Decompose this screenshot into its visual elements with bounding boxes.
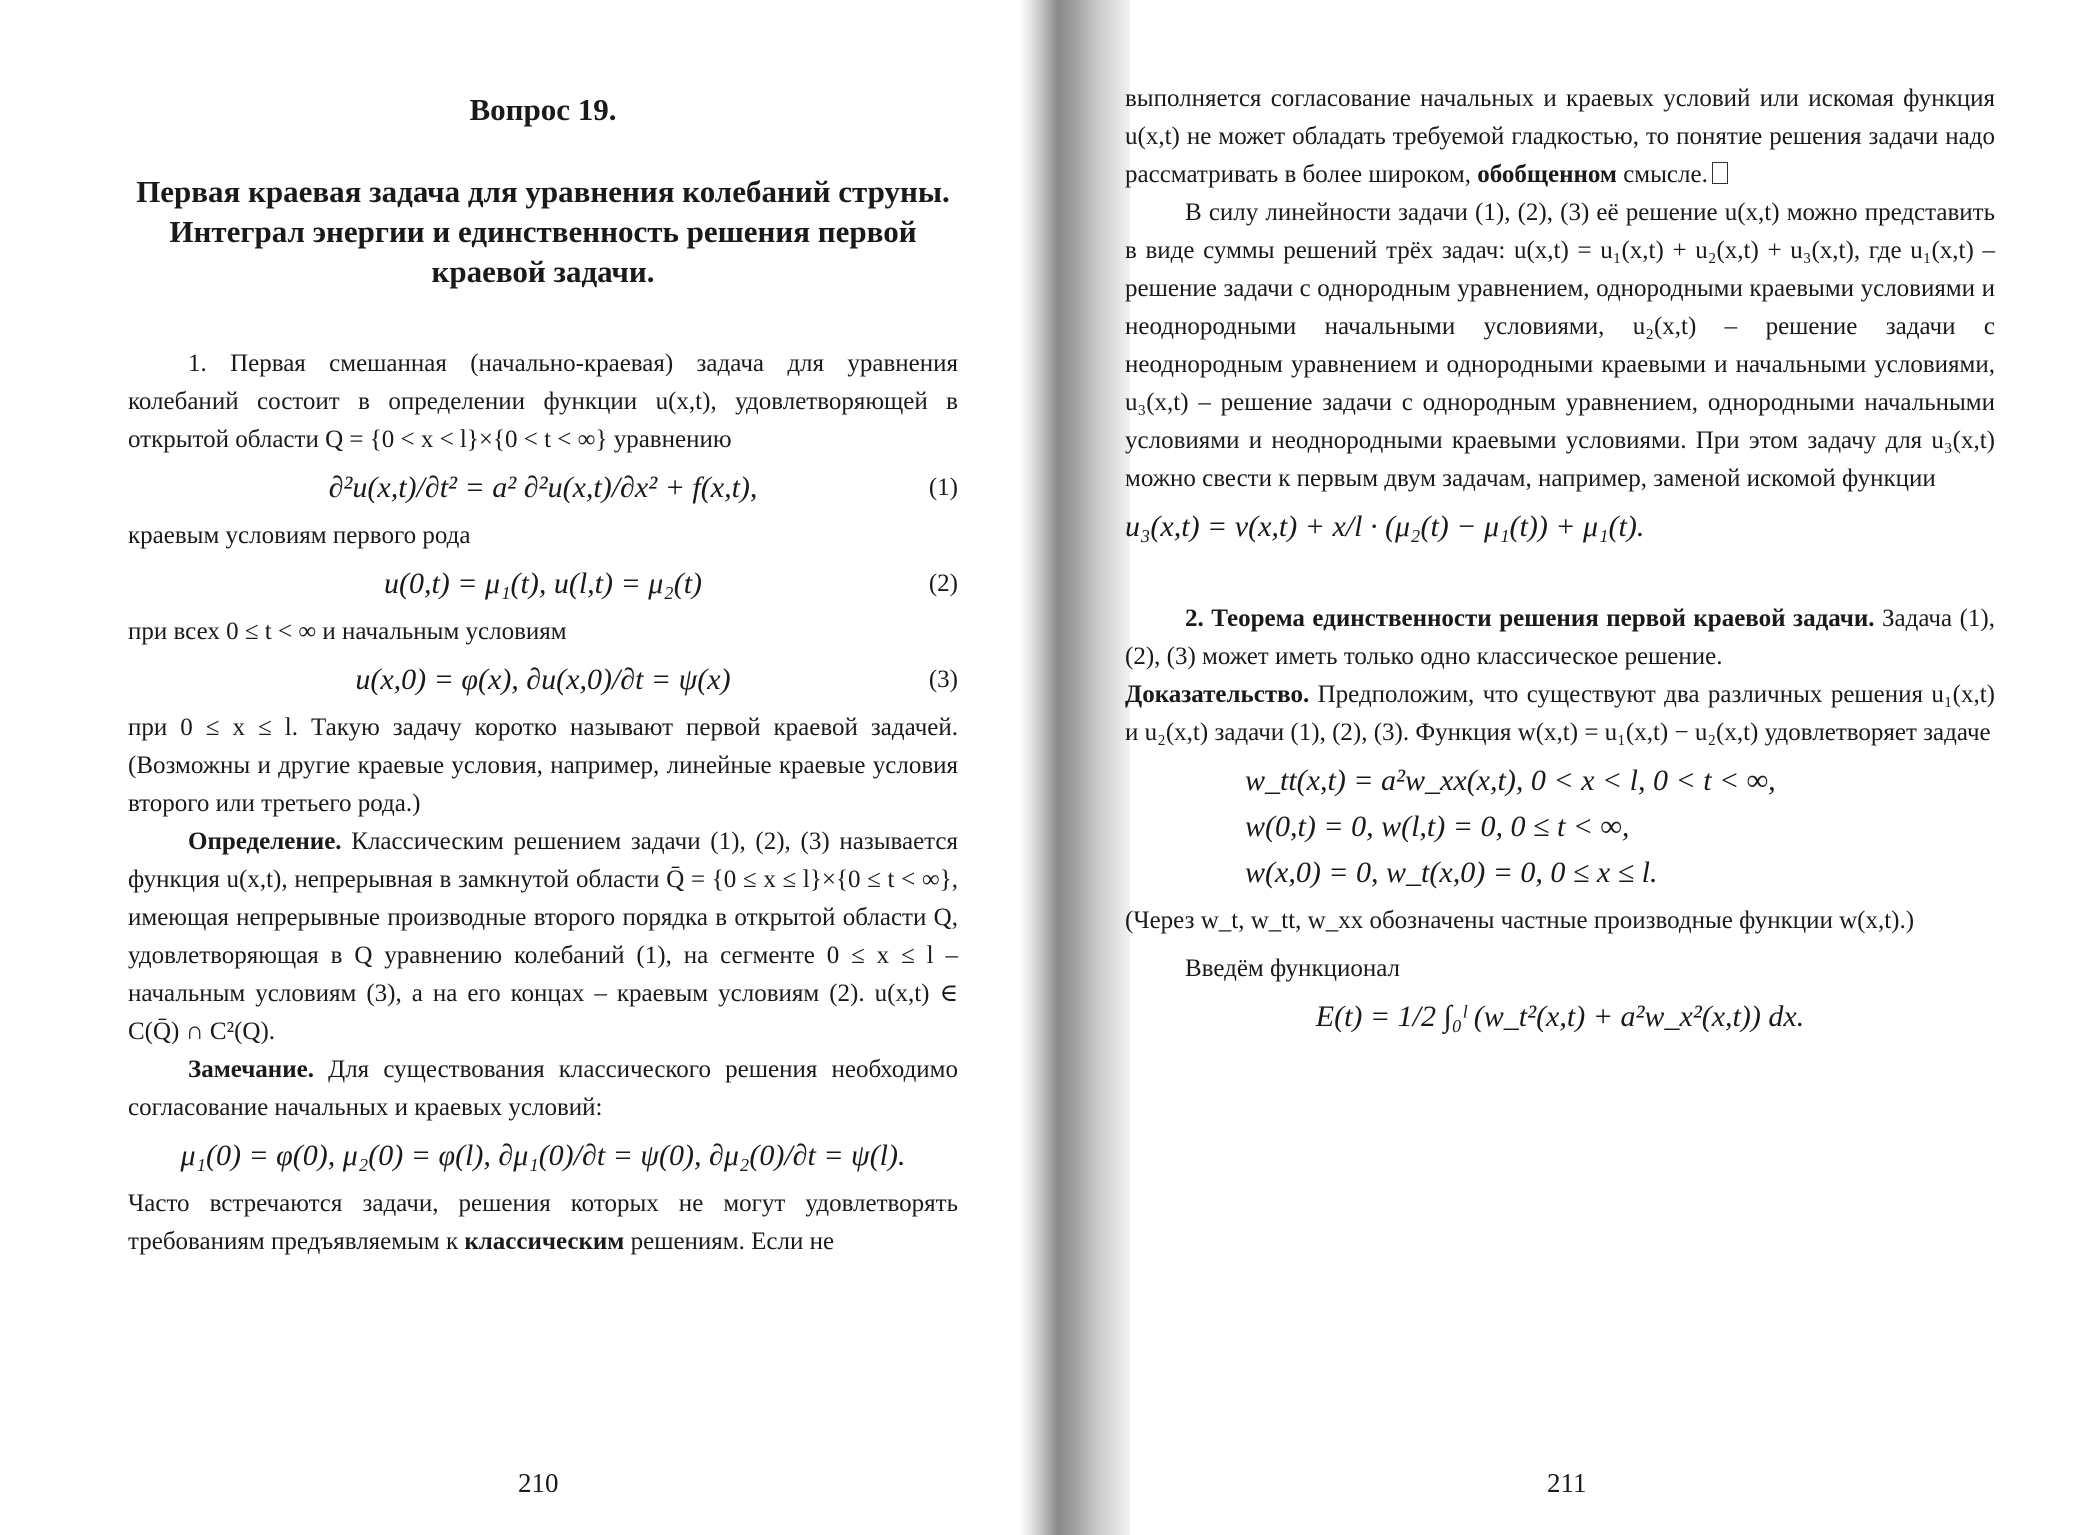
paragraph-classical-solutions-text-a: Часто встречаются задачи, решения которых не могут удовлетворять требованиям предъявляемым к (128, 1190, 958, 1255)
homogeneous-system (1125, 758, 1995, 896)
paragraph-remark (128, 1051, 958, 1127)
paragraph-functional: Введём функционал (1185, 955, 1401, 982)
remark-text: Для существования классического решения необходимо согласование начальных и краевых условий: (128, 1056, 958, 1121)
generalized-emphasis: обобщенном (1477, 161, 1617, 188)
page-number-left: 210 (518, 1468, 559, 1498)
paragraph-boundary-conditions: краевым условиям первого рода (128, 522, 471, 549)
equation-2-number: (2) (928, 570, 958, 597)
equation-energy-formula: E(t) = 1/2 ∫₀ˡ (w_t²(x,t) + a²w_x²(x,t)) dx. (1315, 1000, 1805, 1033)
equation-2 (128, 561, 958, 607)
question-title: Вопрос 19. (469, 92, 617, 127)
paragraph-theorem (1125, 600, 1995, 676)
theorem-text: Задача (1), (2), (3) может иметь только одно классическое решение. (1125, 605, 1995, 670)
equation-3-formula: u(x,0) = φ(x), ∂u(x,0)/∂t = ψ(x) (355, 663, 731, 696)
remark-label: Замечание. (188, 1056, 314, 1083)
paragraph-first-boundary-problem: при 0 ≤ x ≤ l. Такую задачу коротко называют первой краевой задачей. (Возможны и другие краевые условия, например, линейные краевые условия второго или третьего рода.) (128, 714, 958, 817)
right-page (1035, 0, 2088, 1535)
paragraph-generalized-solution (1125, 80, 1995, 194)
equation-compatibility-formula: μ₁(0) = φ(0), μ₂(0) = φ(l), ∂μ₁(0)/∂t = ψ(0), ∂μ₂(0)/∂t = ψ(l). (180, 1139, 906, 1172)
equation-energy (1125, 994, 1995, 1040)
equation-substitution (1125, 504, 1995, 550)
system-equation: w_tt(x,t) = a²w_xx(x,t), 0 < x < l, 0 < t < ∞, (1245, 764, 1776, 797)
equation-1-formula: ∂²u(x,t)/∂t² = a² ∂²u(x,t)/∂x² + f(x,t), (328, 471, 758, 504)
equation-substitution-formula: u₃(x,t) = v(x,t) + x/l · (μ₂(t) − μ₁(t)) + μ₁(t). (1125, 510, 1645, 543)
paragraph-notation: (Через w_t, w_tt, w_xx обозначены частные производные функции w(x,t).) (1125, 907, 1915, 934)
definition-label: Определение. (188, 828, 342, 855)
proof-label: Доказательство. (1125, 681, 1310, 708)
end-of-remark-icon (1712, 162, 1728, 184)
paragraph-definition-problem: 1. Первая смешанная (начально-краевая) задача для уравнения колебаний состоит в определении функции u(x,t), удовлетворяющей в открытой области Q = {0 < x < l}×{0 < t < ∞} уравнению (128, 350, 958, 453)
equation-3-number: (3) (928, 666, 958, 693)
equation-1 (128, 465, 958, 511)
paragraph-classical-solutions (128, 1185, 958, 1261)
paragraph-definition (128, 823, 958, 1051)
equation-3 (128, 657, 958, 703)
right-page-body (1125, 80, 1995, 1046)
equation-1-number: (1) (928, 474, 958, 501)
left-page (0, 0, 1035, 1535)
system-boundary: w(0,t) = 0, w(l,t) = 0, 0 ≤ t < ∞, (1245, 810, 1630, 843)
definition-text: Классическим решением задачи (1), (2), (3) называется функция u(x,t), непрерывная в замкнутой области Q̄ = {0 ≤ x ≤ l}×{0 ≤ t < ∞}, имеющая непрерывные производные второго порядка в открытой области Q, удовлетворяющая в Q уравнению колебаний (1), на сегменте 0 ≤ x ≤ l – начальным условиям (3), а на его концах – краевым условиям (2). u(x,t) ∈ C(Q̄) ∩ C²(Q). (128, 828, 959, 1045)
theorem-label: 2. Теорема единственности решения первой краевой задачи. (1185, 605, 1875, 632)
paragraph-linearity: В силу линейности задачи (1), (2), (3) её решение u(x,t) можно представить в виде суммы решений трёх задач: u(x,t) = u₁(x,t) + u₂(x,t) + u₃(x,t), где u₁(x,t) – решение задачи с однородным уравнением, однородными краевыми условиями и неоднородными начальными условиями, u₂(x,t) – решение задачи с неоднородным уравнением и однородными краевыми и начальными условиями, u₃(x,t) – решение задачи с однородным уравнением, однородными начальными условиями и неоднородными краевыми условиями. При этом задачу для u₃(x,t) можно свести к первым двум задачам, например, заменой искомой функции (1125, 199, 1995, 492)
classical-emphasis: классическим (464, 1228, 625, 1255)
proof-text: Предположим, что существуют два различных решения u₁(x,t) и u₂(x,t) задачи (1), (2), (3). Функция w(x,t) = u₁(x,t) − u₂(x,t) удовлетворяет задаче (1125, 681, 1995, 746)
page-number-right: 211 (1547, 1468, 1587, 1498)
section-title: Первая краевая задача для уравнения колебаний струны. Интеграл энергии и единственность решения первой краевой задачи. (136, 174, 950, 289)
paragraph-generalized-text-b: смысле. (1616, 161, 1708, 188)
equation-2-formula: u(0,t) = μ₁(t), u(l,t) = μ₂(t) (383, 567, 703, 600)
paragraph-generalized-text-a: выполняется согласование начальных и краевых условий или искомая функция u(x,t) не может обладать требуемой гладкостью, то понятие решения задачи надо рассматривать в более широком, (1125, 85, 1995, 188)
left-page-body (128, 345, 958, 1261)
system-initial: w(x,0) = 0, w_t(x,0) = 0, 0 ≤ x ≤ l. (1245, 856, 1658, 889)
paragraph-classical-solutions-text-b: решениям. Если не (624, 1228, 835, 1255)
paragraph-proof (1125, 676, 1995, 752)
paragraph-initial-conditions: при всех 0 ≤ t < ∞ и начальным условиям (128, 618, 567, 645)
equation-compatibility (128, 1133, 958, 1179)
